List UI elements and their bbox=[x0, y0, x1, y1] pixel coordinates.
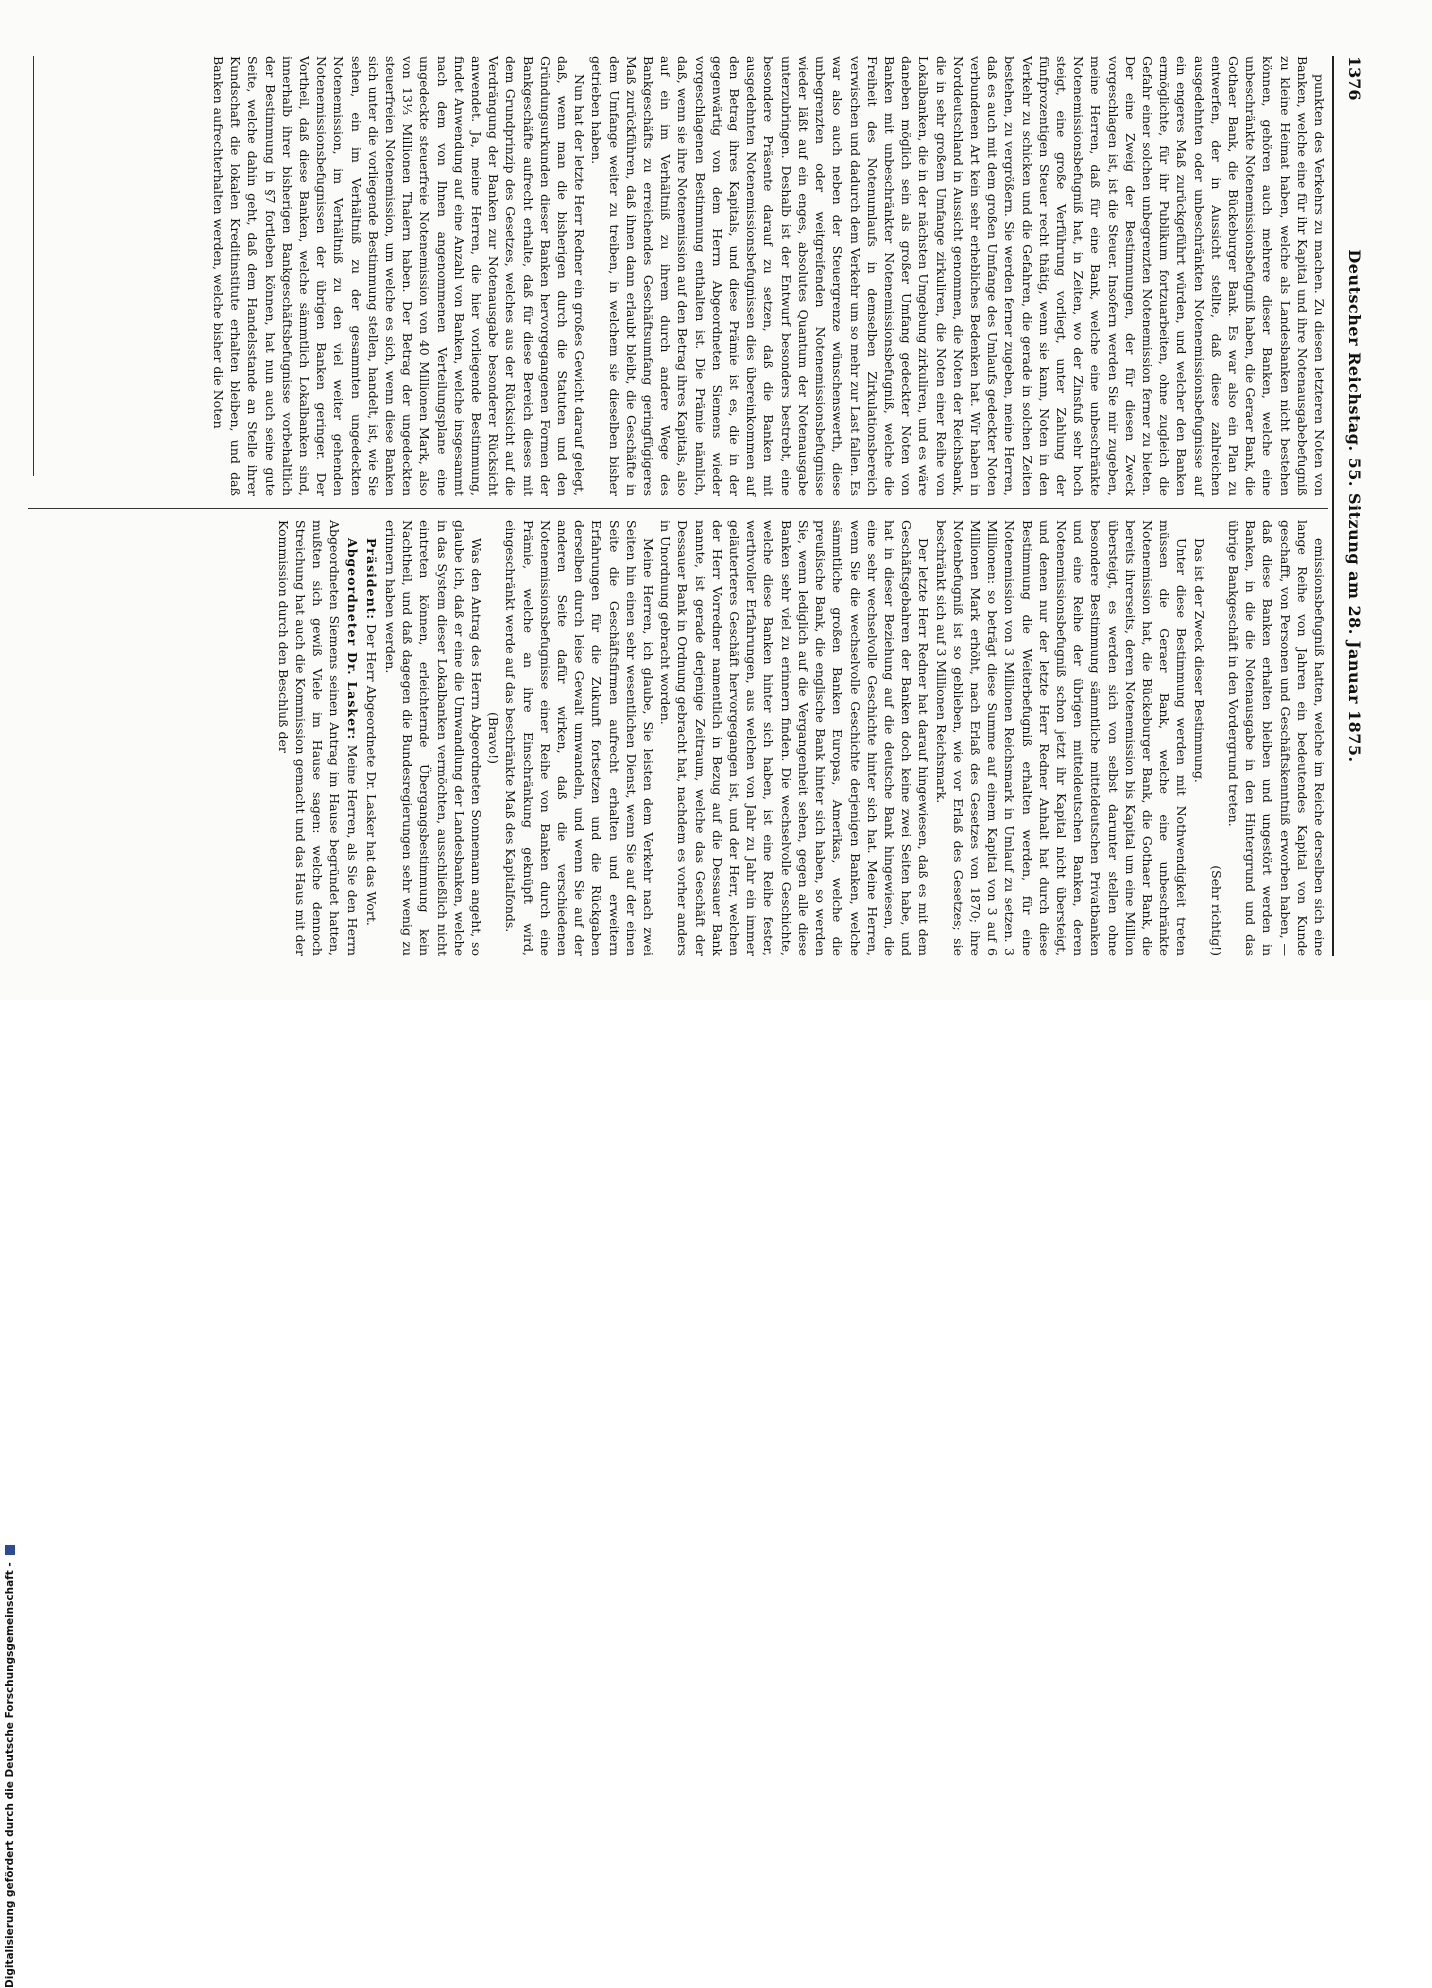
left-paragraph: punkten des Verkehrs zu machen. Zu diesen letzteren Noten von Banken, welche eine für ihr Kapital und ihre Notenausgabebefugniß zu kleine Heimat haben, welche als Landesbanken nicht bestehen können, gehören auch mehrere dieser Banken, welche eine unbeschränkte Notenemissionsbefugniß haben, die Geraer Bank, die Gothaer Bank, die Bückeburger Bank. Es war also ein Plan zu entwerfen, der in Aussicht stellte, daß diese zahlreichen ausgedehnten oder unbeschränkten Notenemissionsbefugnisse auf ein engeres Maß zurückgeführt würden, und welcher den Banken ermöglichte, für ihr Publikum fortzuarbeiten, ohne zugleich die Gefahr einer solchen unbegrenzten Notenemission ferner zu bieten. Der eine Zweig der Bestimmungen, der für diesen Zweck vorgeschlagen ist, ist die Steuer. Insofern werden Sie mir zugeben, meine Herren, daß für eine Bank, welche eine unbeschränkte Notenemissionsbefugniß hat, in Zeiten, wo der Zinsfuß sehr hoch steigt, eine große Verführung vorliegt, unter Zahlung der fünfprozentigen Steuer recht thätig, wenn sie kann, Noten in den Verkehr zu schicken und die Gefahren, die gerade in solchen Zeiten bestehen, zu vergrößern. Sie werden ferner zugeben, meine Herren, daß es auch mit dem großen Umfange des Umlaufs gedeckter Noten verbundenen Art kein sehr erhebliches Bedenken hat. Wir haben in Norddeutschland in Aussicht genommen, die Noten der Reichsbank, die in sehr großem Umfange zirkuliren, die Noten einer Reihe von Lokalbanken, die in der nächsten Umgebung zirkuliren, und es wäre daneben möglich sein als großer Umfang gedeckter Noten von Banken mit unbeschränkter Notenemissionsbefugniß, welche die Freiheit des Notenumlaufs in demselben Zirkulationsbereich verwischen und dadurch dem Verkehr um so mehr zur Last fallen. Es war also auch neben der Steuergrenze wünschenswerth, diese unbegrenzten oder weitgreifenden Notenemissionsbefugnisse wieder läßt auf ein enges, absolutes Quantum der Notenausgabe unterzubringen. Deshalb ist der Entwurf besonders bestrebt, eine besondere Präsente darauf zu setzen, daß die Banken mit ausgedehnten Notenemissionsbefugnissen dies übereinkommen auf den Betrag ihres Kapitals, und diese Prämie ist es, die in der gegenwärtig von dem Herrn Abgeordneten Siemens wieder vorgeschlagenen Bestimmung enthalten ist. Die Prämie nämlich, daß, wenn sie ihre Notenemission auf den Betrag ihres Kapitals, also auf ein im Verhältniß zu ihrem durch andere Wege des Bankgeschäfts zu erreichendes Geschäftsumfang geringfügigeres Maß zurückführen, daß ihnen dann erlaubt bleibt, die Geschäfte in dem Umfange weiter zu treiben, in welchem sie dieselben bisher getrieben haben. bbox=[589, 56, 1327, 496]
right-paragraph: Der letzte Herr Redner hat darauf hingewiesen, daß es mit dem Geschäftsgebahren der Banken doch keine zwei Seiten habe, und hat in dieser Beziehung auf die deutsche Bank hingewiesen, die eine sehr wechselvolle Geschichte hinter sich hat. Meine Herren, wenn Sie die wechselvolle Geschichte derjenigen Banken, welche sämmtliche großen Banken Europas, Amerikas, welche die preußische Bank, die englische Bank hinter sich haben, so werden Sie, wenn lediglich auf die Vergangenheit sehen, gegen alle diese Banken sehr viel zu erinnern finden. Die wechselvolle Geschichte, welche diese Banken hinter sich haben, ist eine Reihe fester, werthvoller Erfahrungen, aus welchen von Jahr zu Jahr ein immer geläuterteres Geschäft hervorgegangen ist, und der Herr, welchen der Herr Vorredner namentlich in Bezug auf die Dessauer Bank nannte, ist gerade derjenige Zeitraum, welche das Geschäft der Dessauer Bank in Ordnung gebracht hat, nachdem es vorher anders in Unordnung gebracht worden. bbox=[658, 520, 932, 956]
header-rule bbox=[1332, 56, 1334, 956]
right-paragraph: Was den Antrag des Herrn Abgeordneten Sonnemann angeht, so glaube ich, daß er eine die Umwandlung der Landesbanken, welche in das System dieser Lokalbanken vermöchten, ausschließlich nicht eintreten können, erleichternde Übergangsbestimmung kein Nachtheil, und daß dagegen die Bundesregierungen sehr wenig zu erinnern haben werden. bbox=[383, 520, 485, 956]
page-title: Deutscher Reichstag. 55. Sitzung am 28. Januar 1875. bbox=[1345, 249, 1364, 763]
president-label: Präsident: bbox=[363, 538, 379, 621]
right-paragraph: Unter diese Bestimmung werden mit Nothwendigkeit treten müssen die Geraer Bank, welche eine unbeschränkte Notenemission hat, die Bückeburger Bank, die Gothaer Bank, die bereits ihrerseits, deren Notenemission bis Kapital um eine Million übersteigt, es werden sich von selbst darunter stellen ohne besondere Bestimmung sämmtliche mitteldeutschen Privatbanken und eine Reihe der übrigen mitteldeutschen Banken, deren Notenemissionsbefugniß schon jetzt ihr Kapital nicht übersteigt, und denen nur der letzte Herr Redner Anhalt hat durch diese Bestimmung die Weiterbefugniß erhalten werden, für eine Notenemission von 3 Millionen Reichsmark in Umlauf zu setzen. 3 Millionen: so beträgt diese Summe auf einem Kapital von 3 auf 6 Millionen Mark erhöht, nach Erlaß des Gesetzes von 1870; ihre Notenbefugniß ist so geblieben, wie vor Erlaß des Gesetzes; sie beschränkt sich auf 3 Millionen Reichsmark. bbox=[933, 520, 1190, 956]
right-column bbox=[275, 520, 1328, 956]
left-column bbox=[210, 56, 1328, 496]
digitization-note bbox=[4, 988, 16, 1988]
column-divider bbox=[28, 508, 1328, 509]
president-text: Der Herr Abgeordnete Dr. Lasker hat das Wort. bbox=[363, 624, 379, 926]
digitization-sidebar bbox=[4, 0, 18, 1988]
page-header bbox=[1338, 56, 1364, 956]
bottom-rule bbox=[33, 56, 34, 476]
right-intro-paragraph: emissionsbefugniß hatten, welche im Reiche derselben sich eine lange Reihe von Jahren ein bedeutendes Kapital von Kunde geschafft, von Personen und Geschäftskenntniß erworben haben, — daß diese Banken erhalten bleiben und ungestört werden in Banken, in die die Notenausgabe in den Hintergrund und das übrige Bankgeschäft in den Vordergrund treten. bbox=[1225, 520, 1327, 956]
president-speech bbox=[363, 520, 380, 956]
speaker-text: Meine Herren, als Sie den Herrn Abgeordneten Siemens seinen Antrag im Hause begründet hatten, mußten sich gewiß Viele im Hause sagen: welche dennoch Streichung hat auch die Kommission gemacht und das Haus mit der Kommission durch den Beschluß der bbox=[275, 520, 360, 956]
dfg-logo-icon bbox=[5, 1545, 15, 1555]
left-paragraph: Nun hat der letzte Herr Redner ein großes Gewicht darauf gelegt, daß, wenn man die bisherigen durch die Statuten und den Gründungsurkunden dieser Banken hervorgegangenen Formen der Bankgeschäfte aufrecht erhalte, daß für diese Bereich dieses mit dem Grundprinzip des Gesetzes, welches aus der Rücksicht auf die Verdrängung der Banken zur Notenausgabe besonderer Rücksicht anwendet. Ja, meine Herren, die hier vorliegende Bestimmung, findet Anwendung auf eine Anzahl von Banken, welche insgesammt nach dem von Ihnen angenommenen Verteilungsplane eine ungedeckte steuerfreie Notenemission von 40 Millionen Mark, also von 13⅓ Millionen Thalern haben. Der Betrag der ungedeckten steuerfreien Notenemission, um welche es sich, wenn diese Banken sich unter die vorliegende Bestimmung stellen, handelt, ist, wie Sie sehen, ein im Verhältniß zu der gesammten ungedeckten Notenemission, im Verhältniß zu den viel weiter gehenden Notenemissionsbefugnissen der übrigen Banken geringer. Der Vortheil, daß diese Banken, welche sämmtlich Lokalbanken sind, innerhalb ihrer bisherigen Bankgeschäftsbefugnisse vorbehaltlich der Bestimmung in §7 fortleben können, hat nun auch seine gute Seite, welche dahin geht, daß dem Handelsstande an Stelle ihrer Kundschaft die lokalen Kreditinstitute erhalten bleiben, und daß Banken aufrechterhalten werden, welche bisher die Noten bbox=[211, 56, 588, 496]
right-paragraph: Meine Herren, ich glaube, Sie leisten dem Verkehr nach zwei Seiten hin einen sehr wesentlichen Dienst, wenn Sie auf der einen Seite die Geschäftsfirmen aufrecht erhalten und erweitern Erfahrungen für die Zukunft fortsetzen und die Rückgaben derselben durch leise Gewalt umwandeln, und wenn Sie auf der anderen Seite dafür wirken, daß die verschiedenen Notenemissionsbefugnisse einer Reihe von Banken durch eine Prämie, welche an ihre Einschränkung geknüpft wird, eingeschränkt werde auf das beschränkte Maß des Kapitalfonds. bbox=[503, 520, 657, 956]
right-paragraph: Das ist der Zweck dieser Bestimmung. bbox=[1191, 538, 1207, 783]
digitization-note-text: Digitalisierung gefördert durch die Deutsche Forschungsgemeinschaft - bbox=[4, 1562, 16, 1988]
approval-remark: (Bravo!) bbox=[486, 712, 502, 764]
approval-remark: (Sehr richtig!) bbox=[1208, 865, 1224, 956]
page-number: 1376 bbox=[1345, 56, 1364, 101]
speaker-speech bbox=[275, 520, 361, 956]
speaker-label: Abgeordneter Dr. Lasker: bbox=[344, 538, 360, 741]
